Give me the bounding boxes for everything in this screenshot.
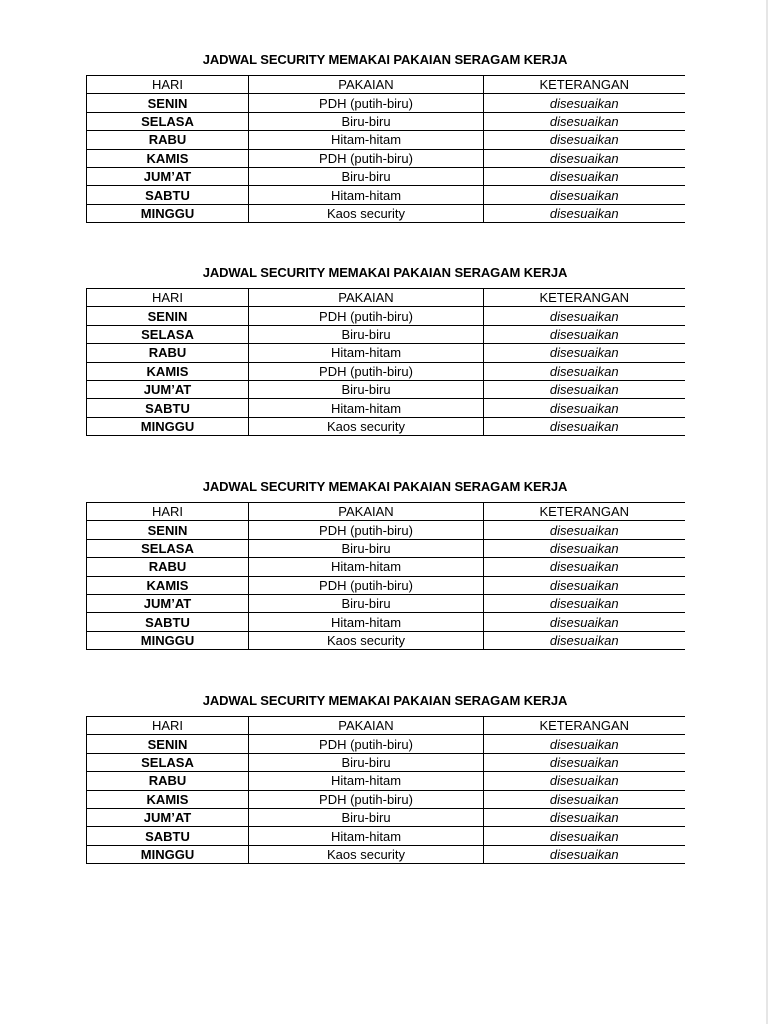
cell-hari: SENIN bbox=[87, 521, 249, 539]
table-row bbox=[87, 344, 685, 362]
table-row bbox=[87, 594, 685, 612]
table-row bbox=[87, 808, 685, 826]
cell-pakaian: Biru-biru bbox=[249, 594, 484, 612]
cell-pakaian: Biru-biru bbox=[249, 112, 484, 130]
cell-pakaian: Biru-biru bbox=[249, 325, 484, 343]
column-header-pakaian: PAKAIAN bbox=[249, 503, 484, 521]
cell-keterangan: disesuaikan bbox=[484, 631, 685, 649]
cell-hari: SABTU bbox=[87, 399, 249, 417]
cell-hari: KAMIS bbox=[87, 576, 249, 594]
table-row bbox=[87, 204, 685, 222]
cell-keterangan: disesuaikan bbox=[484, 307, 685, 325]
cell-pakaian: PDH (putih-biru) bbox=[249, 149, 484, 167]
cell-hari: KAMIS bbox=[87, 149, 249, 167]
cell-keterangan: disesuaikan bbox=[484, 380, 685, 398]
cell-keterangan: disesuaikan bbox=[484, 521, 685, 539]
cell-pakaian: PDH (putih-biru) bbox=[249, 307, 484, 325]
column-header-pakaian: PAKAIAN bbox=[249, 717, 484, 735]
section-title: JADWAL SECURITY MEMAKAI PAKAIAN SERAGAM KERJA bbox=[202, 265, 568, 280]
table-row bbox=[87, 827, 685, 845]
cell-hari: MINGGU bbox=[87, 204, 249, 222]
cell-hari: KAMIS bbox=[87, 362, 249, 380]
column-header-pakaian: PAKAIAN bbox=[249, 289, 484, 307]
table-row bbox=[87, 772, 685, 790]
cell-hari: SELASA bbox=[87, 325, 249, 343]
table-row bbox=[87, 417, 685, 435]
table-row bbox=[87, 558, 685, 576]
cell-hari: RABU bbox=[87, 344, 249, 362]
cell-hari: JUM’AT bbox=[87, 380, 249, 398]
cell-hari: SELASA bbox=[87, 539, 249, 557]
table-row bbox=[87, 112, 685, 130]
cell-keterangan: disesuaikan bbox=[484, 167, 685, 185]
cell-hari: RABU bbox=[87, 772, 249, 790]
table-row bbox=[87, 631, 685, 649]
schedule-table bbox=[86, 288, 685, 436]
cell-pakaian: Hitam-hitam bbox=[249, 827, 484, 845]
column-header-hari: HARI bbox=[87, 289, 249, 307]
table-row bbox=[87, 735, 685, 753]
table-row bbox=[87, 790, 685, 808]
table-row bbox=[87, 521, 685, 539]
cell-pakaian: Biru-biru bbox=[249, 753, 484, 771]
cell-pakaian: Hitam-hitam bbox=[249, 772, 484, 790]
cell-hari: RABU bbox=[87, 131, 249, 149]
table-row bbox=[87, 362, 685, 380]
cell-keterangan: disesuaikan bbox=[484, 790, 685, 808]
cell-keterangan: disesuaikan bbox=[484, 325, 685, 343]
cell-keterangan: disesuaikan bbox=[484, 539, 685, 557]
cell-pakaian: PDH (putih-biru) bbox=[249, 576, 484, 594]
cell-keterangan: disesuaikan bbox=[484, 344, 685, 362]
cell-keterangan: disesuaikan bbox=[484, 558, 685, 576]
cell-keterangan: disesuaikan bbox=[484, 399, 685, 417]
cell-hari: SENIN bbox=[87, 94, 249, 112]
cell-pakaian: PDH (putih-biru) bbox=[249, 362, 484, 380]
cell-keterangan: disesuaikan bbox=[484, 112, 685, 130]
table-row bbox=[87, 167, 685, 185]
table-row bbox=[87, 149, 685, 167]
cell-hari: JUM’AT bbox=[87, 808, 249, 826]
cell-keterangan: disesuaikan bbox=[484, 594, 685, 612]
table-header-row bbox=[87, 76, 685, 94]
column-header-hari: HARI bbox=[87, 76, 249, 94]
cell-keterangan: disesuaikan bbox=[484, 417, 685, 435]
cell-pakaian: Hitam-hitam bbox=[249, 131, 484, 149]
cell-keterangan: disesuaikan bbox=[484, 362, 685, 380]
table-row bbox=[87, 380, 685, 398]
cell-hari: SELASA bbox=[87, 112, 249, 130]
cell-pakaian: Kaos security bbox=[249, 417, 484, 435]
table-row bbox=[87, 576, 685, 594]
cell-keterangan: disesuaikan bbox=[484, 753, 685, 771]
table-header-row bbox=[87, 717, 685, 735]
cell-keterangan: disesuaikan bbox=[484, 131, 685, 149]
cell-pakaian: Biru-biru bbox=[249, 539, 484, 557]
cell-pakaian: PDH (putih-biru) bbox=[249, 94, 484, 112]
table-header-row bbox=[87, 289, 685, 307]
table-row bbox=[87, 307, 685, 325]
cell-keterangan: disesuaikan bbox=[484, 808, 685, 826]
schedule-table bbox=[86, 502, 685, 650]
table-row bbox=[87, 753, 685, 771]
section-title: JADWAL SECURITY MEMAKAI PAKAIAN SERAGAM KERJA bbox=[202, 52, 568, 67]
cell-hari: SABTU bbox=[87, 613, 249, 631]
column-header-hari: HARI bbox=[87, 503, 249, 521]
cell-keterangan: disesuaikan bbox=[484, 845, 685, 863]
cell-keterangan: disesuaikan bbox=[484, 827, 685, 845]
cell-keterangan: disesuaikan bbox=[484, 735, 685, 753]
column-header-keterangan: KETERANGAN bbox=[484, 503, 685, 521]
cell-hari: SABTU bbox=[87, 186, 249, 204]
table-row bbox=[87, 399, 685, 417]
cell-pakaian: Hitam-hitam bbox=[249, 344, 484, 362]
cell-pakaian: PDH (putih-biru) bbox=[249, 790, 484, 808]
cell-pakaian: Hitam-hitam bbox=[249, 558, 484, 576]
cell-pakaian: Hitam-hitam bbox=[249, 186, 484, 204]
cell-hari: SELASA bbox=[87, 753, 249, 771]
cell-pakaian: Kaos security bbox=[249, 631, 484, 649]
cell-hari: SENIN bbox=[87, 735, 249, 753]
cell-pakaian: PDH (putih-biru) bbox=[249, 521, 484, 539]
cell-pakaian: Biru-biru bbox=[249, 808, 484, 826]
cell-keterangan: disesuaikan bbox=[484, 613, 685, 631]
table-row bbox=[87, 845, 685, 863]
cell-keterangan: disesuaikan bbox=[484, 772, 685, 790]
table-row bbox=[87, 613, 685, 631]
column-header-hari: HARI bbox=[87, 717, 249, 735]
column-header-pakaian: PAKAIAN bbox=[249, 76, 484, 94]
column-header-keterangan: KETERANGAN bbox=[484, 289, 685, 307]
table-row bbox=[87, 94, 685, 112]
cell-pakaian: Biru-biru bbox=[249, 167, 484, 185]
cell-keterangan: disesuaikan bbox=[484, 204, 685, 222]
cell-keterangan: disesuaikan bbox=[484, 186, 685, 204]
column-header-keterangan: KETERANGAN bbox=[484, 76, 685, 94]
schedule-table bbox=[86, 75, 685, 223]
cell-keterangan: disesuaikan bbox=[484, 576, 685, 594]
cell-hari: MINGGU bbox=[87, 631, 249, 649]
cell-hari: MINGGU bbox=[87, 417, 249, 435]
cell-hari: KAMIS bbox=[87, 790, 249, 808]
cell-keterangan: disesuaikan bbox=[484, 94, 685, 112]
cell-hari: JUM’AT bbox=[87, 167, 249, 185]
cell-pakaian: Biru-biru bbox=[249, 380, 484, 398]
schedule-table bbox=[86, 716, 685, 864]
cell-pakaian: Kaos security bbox=[249, 204, 484, 222]
cell-keterangan: disesuaikan bbox=[484, 149, 685, 167]
cell-hari: MINGGU bbox=[87, 845, 249, 863]
cell-pakaian: Hitam-hitam bbox=[249, 613, 484, 631]
table-row bbox=[87, 186, 685, 204]
table-header-row bbox=[87, 503, 685, 521]
cell-hari: SENIN bbox=[87, 307, 249, 325]
cell-pakaian: PDH (putih-biru) bbox=[249, 735, 484, 753]
cell-pakaian: Hitam-hitam bbox=[249, 399, 484, 417]
table-row bbox=[87, 325, 685, 343]
table-row bbox=[87, 539, 685, 557]
cell-hari: RABU bbox=[87, 558, 249, 576]
table-row bbox=[87, 131, 685, 149]
column-header-keterangan: KETERANGAN bbox=[484, 717, 685, 735]
cell-pakaian: Kaos security bbox=[249, 845, 484, 863]
section-title: JADWAL SECURITY MEMAKAI PAKAIAN SERAGAM KERJA bbox=[202, 693, 568, 708]
section-title: JADWAL SECURITY MEMAKAI PAKAIAN SERAGAM KERJA bbox=[202, 479, 568, 494]
cell-hari: JUM’AT bbox=[87, 594, 249, 612]
cell-hari: SABTU bbox=[87, 827, 249, 845]
